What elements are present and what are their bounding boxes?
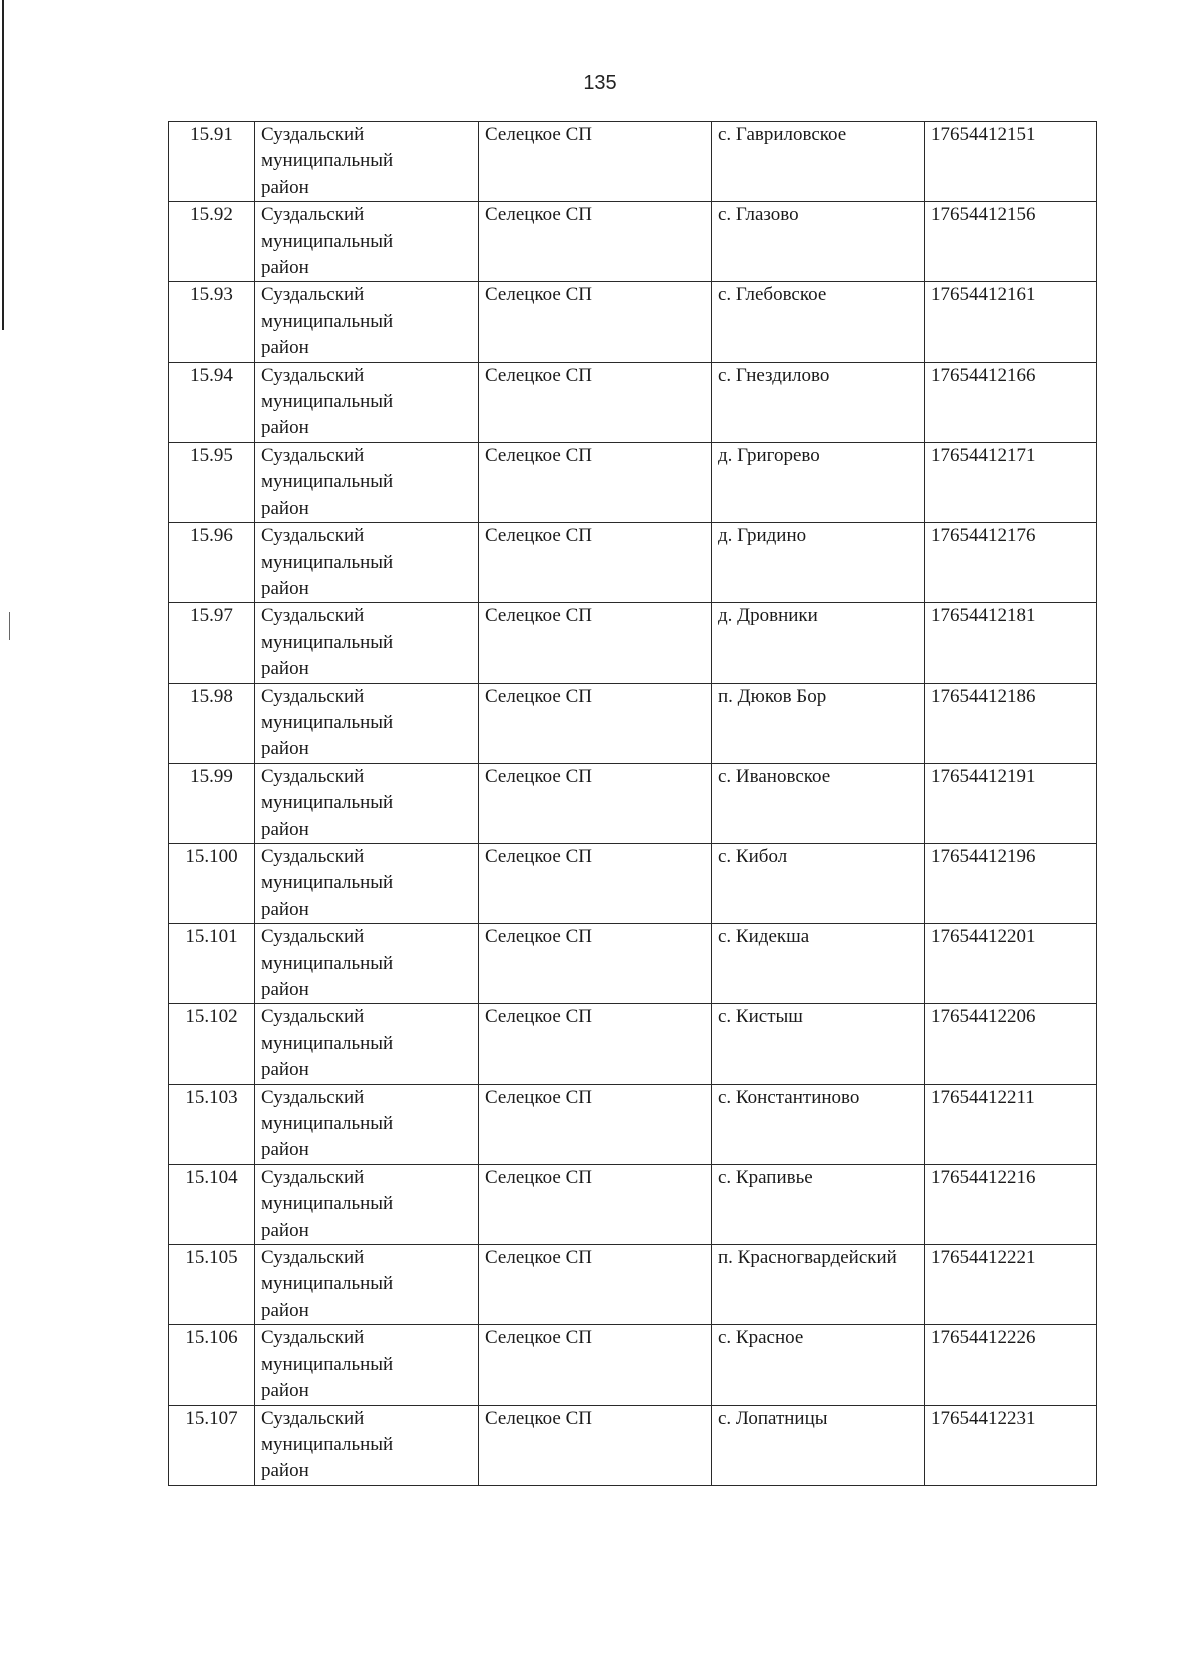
row-number-text: 15.104: [185, 1166, 238, 1188]
district-cell: [255, 1164, 479, 1244]
row-number-text: 15.107: [185, 1407, 238, 1429]
table-row: [169, 763, 1097, 843]
oktmo-code-text: 17654412156: [931, 204, 1036, 226]
district-cell: [255, 1405, 479, 1485]
settlement-cell: [479, 763, 712, 843]
district-text: Суздальский муниципальный район: [261, 1166, 394, 1241]
district-cell: [255, 1004, 479, 1084]
oktmo-code-cell: [925, 1004, 1097, 1084]
oktmo-code-cell: [925, 1245, 1097, 1325]
district-text: Суздальский муниципальный район: [261, 1327, 394, 1402]
district-cell: [255, 603, 479, 683]
row-number-cell: [169, 442, 255, 522]
oktmo-code-text: 17654412196: [931, 845, 1036, 867]
row-number-text: 15.106: [185, 1327, 238, 1349]
locality-cell: [712, 1164, 925, 1244]
oktmo-code-cell: [925, 843, 1097, 923]
left-margin-line: [2, 0, 4, 330]
row-number-text: 15.100: [185, 845, 238, 867]
district-text: Суздальский муниципальный район: [261, 685, 394, 760]
row-number-text: 15.99: [190, 765, 233, 787]
locality-text: с. Гнездилово: [718, 364, 830, 386]
row-number-text: 15.96: [190, 525, 233, 547]
locality-cell: [712, 1325, 925, 1405]
settlement-cell: [479, 362, 712, 442]
settlement-text: Селецкое СП: [485, 1407, 592, 1429]
settlement-cell: [479, 843, 712, 923]
oktmo-code-text: 17654412166: [931, 364, 1036, 386]
locality-text: п. Красногвардейский: [718, 1247, 897, 1269]
district-text: Суздальский муниципальный район: [261, 845, 394, 920]
settlement-cell: [479, 924, 712, 1004]
district-text: Суздальский муниципальный район: [261, 204, 394, 279]
oktmo-code-text: 17654412221: [931, 1247, 1036, 1269]
settlement-text: Селецкое СП: [485, 284, 592, 306]
district-cell: [255, 1245, 479, 1325]
oktmo-code-text: 17654412211: [931, 1086, 1035, 1108]
locality-text: с. Лопатницы: [718, 1407, 828, 1429]
locality-text: с. Ивановское: [718, 765, 831, 787]
locality-cell: [712, 1245, 925, 1325]
locality-cell: [712, 1405, 925, 1485]
row-number-cell: [169, 603, 255, 683]
locality-text: с. Глебовское: [718, 284, 827, 306]
row-number-cell: [169, 1084, 255, 1164]
district-cell: [255, 1325, 479, 1405]
oktmo-code-cell: [925, 202, 1097, 282]
row-number-cell: [169, 1245, 255, 1325]
district-text: Суздальский муниципальный район: [261, 926, 394, 1000]
oktmo-code-text: 17654412206: [931, 1006, 1036, 1028]
settlement-text: Селецкое СП: [485, 525, 592, 547]
table-body: [169, 122, 1097, 1486]
table-row: [169, 603, 1097, 683]
locality-cell: [712, 122, 925, 202]
settlement-cell: [479, 603, 712, 683]
row-number-text: 15.94: [190, 364, 233, 386]
locality-text: с. Красное: [718, 1327, 804, 1349]
locality-text: с. Кистыш: [718, 1006, 803, 1028]
row-number-cell: [169, 362, 255, 442]
locality-cell: [712, 843, 925, 923]
locality-text: с. Кидекша: [718, 926, 810, 948]
settlement-text: Селецкое СП: [485, 1247, 592, 1269]
settlements-table: [168, 121, 1097, 1486]
locality-text: с. Глазово: [718, 204, 799, 226]
oktmo-code-cell: [925, 763, 1097, 843]
settlement-text: Селецкое СП: [485, 765, 592, 787]
locality-text: с. Гавриловское: [718, 124, 847, 145]
table-row: [169, 1405, 1097, 1485]
locality-cell: [712, 442, 925, 522]
district-text: Суздальский муниципальный район: [261, 525, 394, 599]
oktmo-code-text: 17654412171: [931, 444, 1036, 466]
locality-text: с. Крапивье: [718, 1166, 813, 1188]
locality-text: с. Кибол: [718, 845, 788, 867]
district-cell: [255, 763, 479, 843]
table-row: [169, 1004, 1097, 1084]
district-cell: [255, 122, 479, 202]
locality-cell: [712, 282, 925, 362]
oktmo-code-cell: [925, 362, 1097, 442]
settlement-text: Селецкое СП: [485, 1327, 592, 1349]
table-row: [169, 202, 1097, 282]
district-text: Суздальский муниципальный район: [261, 1407, 394, 1482]
settlement-cell: [479, 442, 712, 522]
locality-text: п. Дюков Бор: [718, 685, 827, 707]
district-cell: [255, 1084, 479, 1164]
locality-text: с. Константиново: [718, 1086, 860, 1108]
locality-cell: [712, 362, 925, 442]
row-number-cell: [169, 282, 255, 362]
oktmo-code-cell: [925, 523, 1097, 603]
locality-cell: [712, 1084, 925, 1164]
row-number-cell: [169, 843, 255, 923]
oktmo-code-cell: [925, 683, 1097, 763]
row-number-cell: [169, 122, 255, 202]
settlement-cell: [479, 1405, 712, 1485]
locality-cell: [712, 603, 925, 683]
settlement-text: Селецкое СП: [485, 444, 592, 466]
oktmo-code-cell: [925, 442, 1097, 522]
settlement-cell: [479, 122, 712, 202]
oktmo-code-cell: [925, 924, 1097, 1004]
district-cell: [255, 924, 479, 1004]
row-number-text: 15.91: [190, 124, 233, 145]
table-row: [169, 843, 1097, 923]
oktmo-code-cell: [925, 282, 1097, 362]
page-number: 135: [583, 72, 617, 94]
row-number-text: 15.98: [190, 685, 233, 707]
oktmo-code-text: 17654412161: [931, 284, 1036, 306]
district-cell: [255, 282, 479, 362]
settlement-text: Селецкое СП: [485, 1086, 592, 1108]
row-number-text: 15.97: [190, 605, 233, 627]
district-text: Суздальский муниципальный район: [261, 1247, 394, 1321]
oktmo-code-text: 17654412151: [931, 124, 1036, 145]
settlement-text: Селецкое СП: [485, 1006, 592, 1028]
oktmo-code-text: 17654412186: [931, 685, 1036, 707]
oktmo-code-text: 17654412231: [931, 1407, 1036, 1429]
row-number-cell: [169, 202, 255, 282]
row-number-cell: [169, 924, 255, 1004]
locality-cell: [712, 202, 925, 282]
oktmo-code-cell: [925, 1325, 1097, 1405]
locality-text: д. Дровники: [718, 605, 818, 627]
settlement-text: Селецкое СП: [485, 364, 592, 386]
table-row: [169, 442, 1097, 522]
settlement-cell: [479, 202, 712, 282]
district-text: Суздальский муниципальный район: [261, 765, 394, 840]
locality-cell: [712, 763, 925, 843]
settlement-text: Селецкое СП: [485, 1166, 592, 1188]
table-row: [169, 282, 1097, 362]
settlement-cell: [479, 1084, 712, 1164]
row-number-cell: [169, 523, 255, 603]
locality-text: д. Григорево: [718, 444, 820, 466]
district-text: Суздальский муниципальный район: [261, 1086, 394, 1161]
oktmo-code-cell: [925, 1405, 1097, 1485]
settlement-cell: [479, 1164, 712, 1244]
district-cell: [255, 442, 479, 522]
row-number-text: 15.92: [190, 204, 233, 226]
locality-cell: [712, 683, 925, 763]
row-number-text: 15.102: [185, 1006, 238, 1028]
locality-cell: [712, 523, 925, 603]
table-row: [169, 1245, 1097, 1325]
locality-cell: [712, 1004, 925, 1084]
row-number-cell: [169, 1405, 255, 1485]
locality-cell: [712, 924, 925, 1004]
district-cell: [255, 202, 479, 282]
oktmo-code-text: 17654412191: [931, 765, 1036, 787]
table-row: [169, 523, 1097, 603]
district-cell: [255, 683, 479, 763]
locality-text: д. Гридино: [718, 525, 807, 547]
table-row: [169, 1325, 1097, 1405]
row-number-text: 15.95: [190, 444, 233, 466]
settlement-cell: [479, 282, 712, 362]
oktmo-code-text: 17654412181: [931, 605, 1036, 627]
settlement-text: Селецкое СП: [485, 926, 592, 948]
row-number-text: 15.93: [190, 284, 233, 306]
row-number-text: 15.101: [185, 926, 238, 948]
settlement-text: Селецкое СП: [485, 845, 592, 867]
table-row: [169, 1164, 1097, 1244]
settlement-cell: [479, 1004, 712, 1084]
oktmo-code-text: 17654412216: [931, 1166, 1036, 1188]
left-margin-tick: [9, 612, 10, 640]
settlement-text: Селецкое СП: [485, 124, 592, 145]
table-row: [169, 924, 1097, 1004]
district-text: Суздальский муниципальный район: [261, 444, 394, 519]
settlement-text: Селецкое СП: [485, 685, 592, 707]
row-number-cell: [169, 683, 255, 763]
district-cell: [255, 843, 479, 923]
row-number-cell: [169, 1004, 255, 1084]
district-text: Суздальский муниципальный район: [261, 124, 394, 198]
row-number-text: 15.103: [185, 1086, 238, 1108]
row-number-cell: [169, 1164, 255, 1244]
district-cell: [255, 523, 479, 603]
row-number-text: 15.105: [185, 1247, 238, 1269]
table-row: [169, 683, 1097, 763]
district-text: Суздальский муниципальный район: [261, 1006, 394, 1081]
district-text: Суздальский муниципальный район: [261, 605, 394, 680]
oktmo-code-text: 17654412201: [931, 926, 1036, 948]
table-row: [169, 122, 1097, 202]
row-number-cell: [169, 763, 255, 843]
oktmo-code-cell: [925, 1164, 1097, 1244]
settlement-cell: [479, 1245, 712, 1325]
table-row: [169, 1084, 1097, 1164]
district-cell: [255, 362, 479, 442]
oktmo-code-cell: [925, 122, 1097, 202]
settlement-text: Селецкое СП: [485, 605, 592, 627]
settlement-cell: [479, 1325, 712, 1405]
district-text: Суздальский муниципальный район: [261, 364, 394, 439]
district-text: Суздальский муниципальный район: [261, 284, 394, 359]
oktmo-code-text: 17654412226: [931, 1327, 1036, 1349]
table-row: [169, 362, 1097, 442]
row-number-cell: [169, 1325, 255, 1405]
settlement-cell: [479, 523, 712, 603]
settlement-cell: [479, 683, 712, 763]
settlement-text: Селецкое СП: [485, 204, 592, 226]
oktmo-code-cell: [925, 1084, 1097, 1164]
oktmo-code-text: 17654412176: [931, 525, 1036, 547]
oktmo-code-cell: [925, 603, 1097, 683]
